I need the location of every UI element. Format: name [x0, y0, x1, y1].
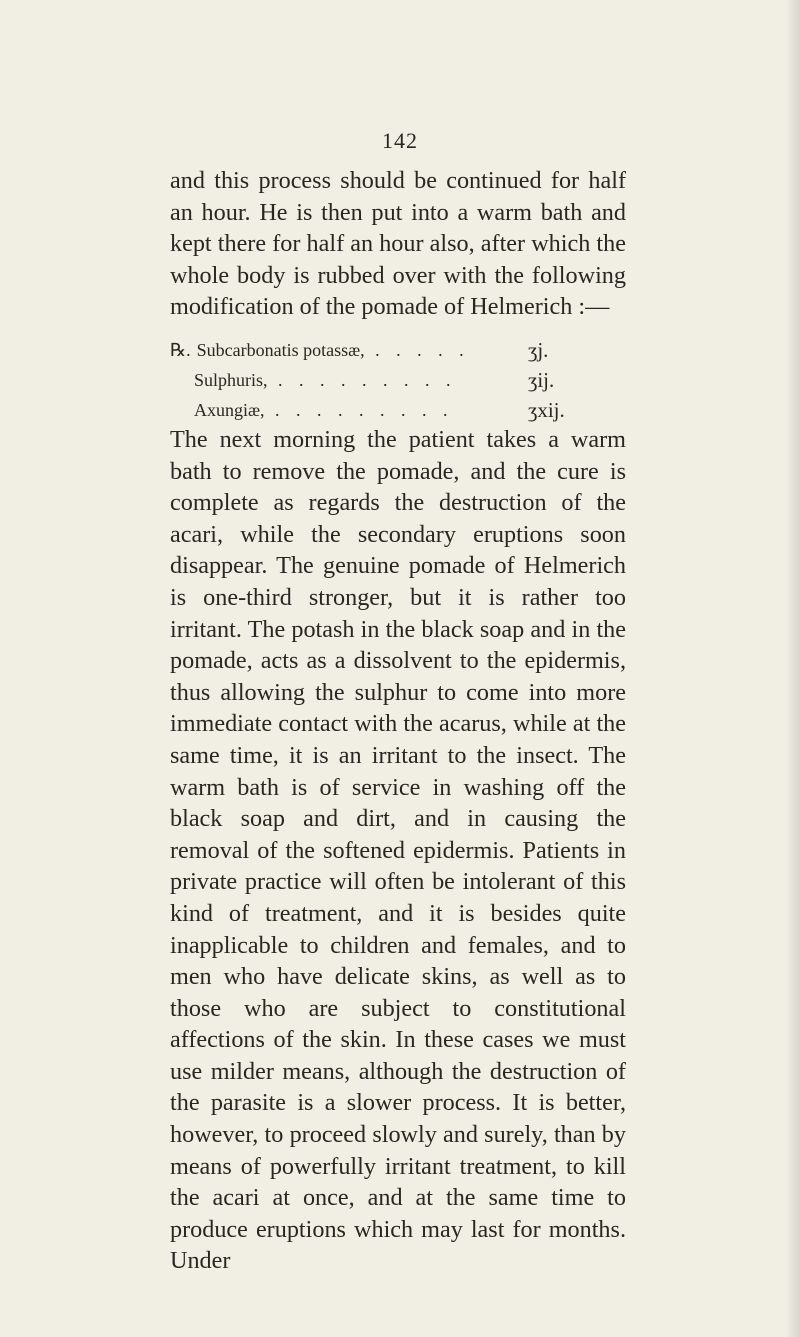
recipe-leader: . . . . . . . . .: [264, 400, 454, 420]
recipe-line-axungia: [170, 395, 626, 425]
recipe-leader: . . . . . . . . .: [267, 370, 457, 390]
recipe-ingredient: Axungiæ,: [194, 400, 265, 420]
recipe-block: [170, 335, 626, 425]
paragraph-2: The next morning the patient takes a warm bath to remove the pomade, and the cure is complete as regards the destruction of the acari, while the secondary eruptions soon disappear. The genuine pomade of Helmerich is one-third stronger, but it is rather too irritant. The potash in the black soap and in the pomade, acts as a dissolvent to the epidermis, thus allowing the sulphur to come into more immediate contact with the acarus, while at the same time, it is an irritant to the insect. The warm bath is of service in washing off the black soap and dirt, and in causing the removal of the softened epidermis. Patients in private practice will often be intolerant of this kind of treatment, and it is besides quite inapplicable to children and females, and to men who have delicate skins, as well as to those who are subject to constitutional affections of the skin. In these cases we must use milder means, although the destruction of the parasite is a slower process. It is better, however, to proceed slowly and surely, than by means of powerfully irritant treatment, to kill the acari at once, and at the same time to produce eruptions which may last for months. Under: [170, 426, 626, 1275]
recipe-line-potash: [170, 335, 626, 365]
recipe-ingredient: Sulphuris,: [194, 370, 268, 390]
recipe-leader: . . . . .: [364, 340, 470, 360]
recipe-ingredient: Subcarbonatis potassæ,: [196, 340, 365, 360]
recipe-line-sulphur: [170, 365, 626, 395]
recipe-quantity: ʒij.: [528, 368, 555, 392]
page-number: 142: [382, 128, 418, 153]
recipe-symbol: ℞.: [170, 340, 191, 360]
recipe-quantity: ʒj.: [528, 338, 549, 362]
paragraph-1: and this process should be continued for half an hour. He is then put into a warm bath and kept there for half an hour also, after which the whole body is rubbed over with the following modification of the pomade of Helmerich :—: [170, 167, 626, 321]
page-edge-shadow: [786, 0, 800, 1337]
recipe-quantity: ʒxij.: [528, 398, 565, 422]
